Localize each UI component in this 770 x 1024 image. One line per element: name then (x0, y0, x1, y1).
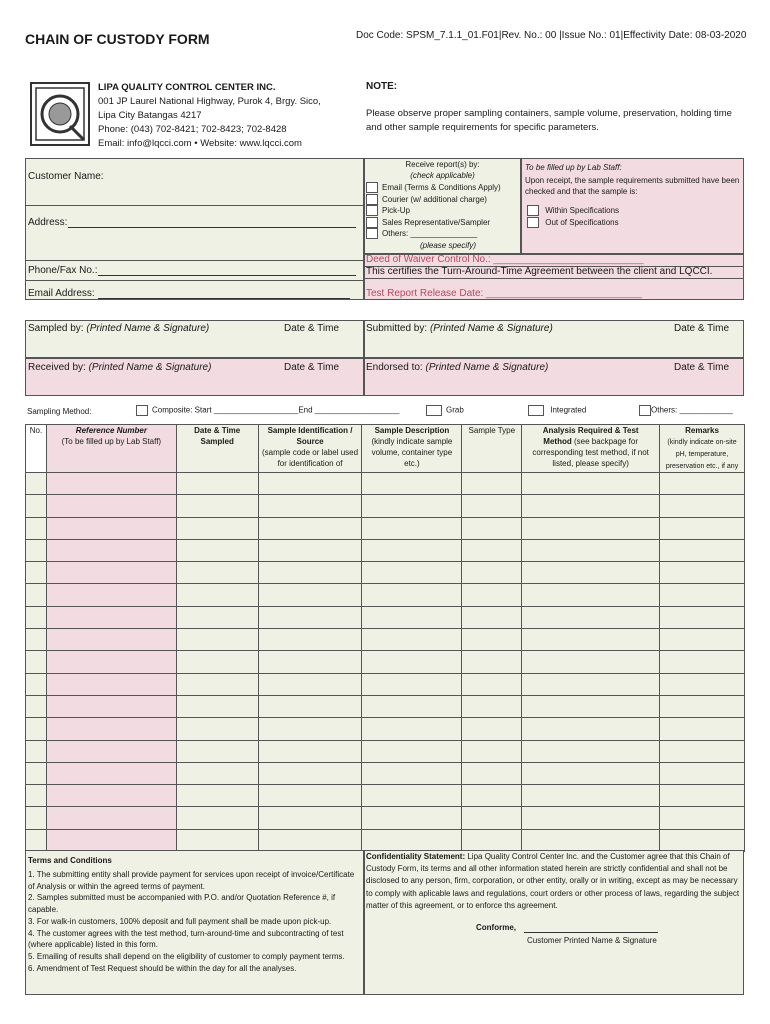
report-specify: (please specify) (420, 241, 477, 250)
remarks-cell[interactable] (660, 539, 745, 561)
row-no-cell (26, 807, 47, 829)
analysis-cell[interactable] (522, 495, 660, 517)
col-description: Sample Description (kindly indicate sample volume, container type etc.) (362, 425, 462, 473)
sample-id-cell[interactable] (258, 629, 362, 651)
received-date-label: Date & Time (284, 362, 340, 373)
table-row (26, 807, 745, 829)
sample-id-cell[interactable] (258, 539, 362, 561)
sample-id-cell[interactable] (258, 829, 362, 851)
sample-table (25, 424, 745, 852)
doc-code: Doc Code: SPSM_7.1.1_01.F01|Rev. No.: 00 |Issue No.: 01|Effectivity Date: 08-03-2020 (356, 30, 747, 41)
address-label: Address: (28, 217, 68, 228)
row-no-cell (26, 718, 47, 740)
report-options (366, 182, 501, 240)
reference-cell[interactable] (46, 539, 176, 561)
remarks-cell[interactable] (660, 785, 745, 807)
reference-cell[interactable] (46, 606, 176, 628)
report-option-email[interactable]: Email (Terms & Conditions Apply) (366, 182, 501, 194)
sample-id-cell[interactable] (258, 584, 362, 606)
description-cell[interactable] (362, 651, 462, 673)
sample-id-cell[interactable] (258, 695, 362, 717)
checkbox[interactable] (426, 405, 442, 416)
row-no-cell (26, 562, 47, 584)
sample-id-cell[interactable] (258, 495, 362, 517)
type-cell[interactable] (462, 785, 522, 807)
remarks-cell[interactable] (660, 762, 745, 784)
conforme-signature-label: Customer Printed Name & Signature (527, 936, 657, 945)
description-cell[interactable] (362, 807, 462, 829)
type-cell[interactable] (462, 740, 522, 762)
row-no-cell (26, 673, 47, 695)
company-address-2: Lipa City Batangas 4217 (98, 110, 202, 121)
analysis-cell[interactable] (522, 785, 660, 807)
sampled-date-label: Date & Time (284, 323, 340, 334)
table-row (26, 785, 745, 807)
analysis-cell[interactable] (522, 807, 660, 829)
date-cell[interactable] (176, 517, 258, 539)
note-label: NOTE: (366, 81, 398, 92)
sample-id-cell[interactable] (258, 740, 362, 762)
receive-report-title: Receive report(s) by: (405, 160, 480, 169)
remarks-cell[interactable] (660, 673, 745, 695)
company-logo (30, 82, 90, 146)
term-item: 6. Amendment of Test Request should be within the day for all the analyses. (28, 963, 297, 973)
report-option-courier[interactable]: Courier (w/ additional charge) (366, 194, 501, 206)
description-cell[interactable] (362, 695, 462, 717)
remarks-cell[interactable] (660, 829, 745, 851)
sample-id-cell[interactable] (258, 673, 362, 695)
conforme-signature-field[interactable] (524, 918, 658, 933)
reference-cell[interactable] (46, 785, 176, 807)
deed-control-no[interactable]: Deed of Waiver Control No.: ___________________________ (366, 254, 644, 265)
reference-cell[interactable] (46, 695, 176, 717)
type-cell[interactable] (462, 629, 522, 651)
note-text: Please observe proper sampling containers, sample volume, preservation, holding time and other sample requirements for specific parameters. (366, 108, 732, 133)
company-address-1: 001 JP Laurel National Highway, Purok 4, Brgy. Sico, (98, 96, 321, 107)
term-item: 3. For walk-in customers, 100% deposit and full payment shall be made upon pick-up. (28, 916, 332, 926)
row-no-cell (26, 606, 47, 628)
company-info (98, 81, 321, 151)
analysis-cell[interactable] (522, 695, 660, 717)
received-by-label: Received by: (Printed Name & Signature) (28, 362, 212, 373)
type-cell[interactable] (462, 829, 522, 851)
type-cell[interactable] (462, 584, 522, 606)
row-no-cell (26, 629, 47, 651)
analysis-cell[interactable] (522, 584, 660, 606)
type-cell[interactable] (462, 495, 522, 517)
company-name: LIPA QUALITY CONTROL CENTER INC. (98, 82, 276, 93)
lab-staff-text: Upon receipt, the sample requirements submitted have been checked and that the sample is: (525, 176, 740, 196)
sample-id-cell[interactable] (258, 762, 362, 784)
description-cell[interactable] (362, 517, 462, 539)
reference-cell[interactable] (46, 807, 176, 829)
confidentiality-text: Confidentiality Statement: Lipa Quality Control Center Inc. and the Customer agree that this Chain of Custody Form, its terms and all other information stated herein are strictly confidential and shall not be disclosed to any person, firm, corporation, or other entity, orally or in writing, except as may be necessary to comply with aplicable laws and regulations, court orders or other process of laws, regarding the subject matter of this agreement, or to enforce ths agreement. (366, 852, 740, 910)
row-no-cell (26, 539, 47, 561)
date-cell[interactable] (176, 673, 258, 695)
table-row (26, 629, 745, 651)
col-reference: Reference Number (To be filled up by Lab Staff) (46, 425, 176, 473)
analysis-cell[interactable] (522, 762, 660, 784)
type-cell[interactable] (462, 695, 522, 717)
date-cell[interactable] (176, 695, 258, 717)
row-no-cell (26, 584, 47, 606)
col-sample-type: Sample Type (462, 425, 522, 473)
terms-title: Terms and Conditions (28, 856, 112, 865)
date-cell[interactable] (176, 762, 258, 784)
sample-id-cell[interactable] (258, 606, 362, 628)
type-cell[interactable] (462, 539, 522, 561)
sampling-composite[interactable]: Composite: Start ___________________End ___________________ (136, 405, 399, 416)
table-row (26, 718, 745, 740)
tat-statement: This certifies the Turn-Around-Time Agreement between the client and LQCCI. (366, 266, 713, 277)
sampling-integrated[interactable]: Integrated (528, 405, 586, 416)
date-cell[interactable] (176, 629, 258, 651)
type-cell[interactable] (462, 517, 522, 539)
date-cell[interactable] (176, 651, 258, 673)
sample-id-cell[interactable] (258, 651, 362, 673)
analysis-cell[interactable] (522, 651, 660, 673)
table-row (26, 762, 745, 784)
checkbox[interactable] (528, 405, 544, 416)
email-label: Email Address: (28, 288, 95, 299)
phone-label: Phone/Fax No.: (28, 265, 98, 276)
term-item: 5. Emailing of results shall depend on the eligibility of customer to comply payment terms. (28, 951, 345, 961)
submitted-date-label: Date & Time (674, 323, 730, 334)
remarks-cell[interactable] (660, 606, 745, 628)
table-row (26, 673, 745, 695)
date-cell[interactable] (176, 495, 258, 517)
col-no: No. (26, 425, 47, 473)
row-no-cell (26, 785, 47, 807)
type-cell[interactable] (462, 807, 522, 829)
remarks-cell[interactable] (660, 562, 745, 584)
type-cell[interactable] (462, 673, 522, 695)
terms-list (28, 869, 360, 974)
remarks-cell[interactable] (660, 651, 745, 673)
col-analysis: Analysis Required & Test Method (see backpage for corresponding test method, if not listed, please specify) (522, 425, 660, 473)
description-cell[interactable] (362, 829, 462, 851)
date-cell[interactable] (176, 829, 258, 851)
remarks-cell[interactable] (660, 495, 745, 517)
table-row (26, 740, 745, 762)
row-no-cell (26, 473, 47, 495)
description-cell[interactable] (362, 473, 462, 495)
description-cell[interactable] (362, 562, 462, 584)
date-cell[interactable] (176, 606, 258, 628)
type-cell[interactable] (462, 562, 522, 584)
reference-cell[interactable] (46, 740, 176, 762)
analysis-cell[interactable] (522, 673, 660, 695)
remarks-cell[interactable] (660, 473, 745, 495)
sampling-others[interactable]: Others: ____________ (639, 405, 733, 416)
submitted-by-label: Submitted by: (Printed Name & Signature) (366, 323, 553, 334)
endorsed-to-label: Endorsed to: (Printed Name & Signature) (366, 362, 549, 373)
endorsed-date-label: Date & Time (674, 362, 730, 373)
report-option-sales[interactable]: Sales Representative/Sampler (366, 217, 501, 229)
analysis-cell[interactable] (522, 740, 660, 762)
reference-cell[interactable] (46, 718, 176, 740)
remarks-cell[interactable] (660, 807, 745, 829)
address-field[interactable] (68, 212, 356, 228)
type-cell[interactable] (462, 473, 522, 495)
row-no-cell (26, 695, 47, 717)
date-cell[interactable] (176, 807, 258, 829)
release-date[interactable]: Test Report Release Date: ____________________________ (366, 288, 642, 299)
receive-report-subtitle: (check applicable) (410, 171, 475, 180)
sample-id-cell[interactable] (258, 473, 362, 495)
row-no-cell (26, 495, 47, 517)
checkbox[interactable] (366, 205, 378, 216)
term-item: 2. Samples submitted must be accompanied with P.O. and/or Quotation Reference #, if capable. (28, 893, 336, 915)
checkbox[interactable] (527, 205, 539, 216)
date-cell[interactable] (176, 562, 258, 584)
checkbox[interactable] (639, 405, 651, 416)
description-cell[interactable] (362, 629, 462, 651)
description-cell[interactable] (362, 539, 462, 561)
email-field[interactable] (98, 284, 350, 299)
analysis-cell[interactable] (522, 606, 660, 628)
option-out-spec[interactable]: Out of Specifications (527, 217, 619, 229)
row-no-cell (26, 651, 47, 673)
reference-cell[interactable] (46, 829, 176, 851)
date-cell[interactable] (176, 718, 258, 740)
table-row (26, 829, 745, 851)
date-cell[interactable] (176, 584, 258, 606)
checkbox[interactable] (366, 182, 378, 193)
sample-id-cell[interactable] (258, 562, 362, 584)
table-row (26, 473, 745, 495)
customer-name-label: Customer Name: (28, 171, 104, 182)
checkbox[interactable] (366, 228, 378, 239)
reference-cell[interactable] (46, 495, 176, 517)
checkbox[interactable] (366, 194, 378, 205)
checkbox[interactable] (366, 217, 378, 228)
row-no-cell (26, 829, 47, 851)
option-within-spec[interactable]: Within Specifications (527, 205, 619, 217)
checkbox[interactable] (527, 217, 539, 228)
report-option-pickup[interactable]: Pick-Up (366, 205, 501, 217)
description-cell[interactable] (362, 740, 462, 762)
col-date-sampled: Date & Time Sampled (176, 425, 258, 473)
lab-staff-title: To be filled up by Lab Staff: (525, 163, 622, 172)
type-cell[interactable] (462, 762, 522, 784)
analysis-cell[interactable] (522, 539, 660, 561)
remarks-cell[interactable] (660, 695, 745, 717)
lab-staff-options (527, 205, 619, 229)
description-cell[interactable] (362, 584, 462, 606)
date-cell[interactable] (176, 740, 258, 762)
form-title: CHAIN OF CUSTODY FORM (25, 31, 210, 47)
sampled-by-label: Sampled by: (Printed Name & Signature) (28, 323, 210, 334)
table-row (26, 606, 745, 628)
remarks-cell[interactable] (660, 629, 745, 651)
sample-id-cell[interactable] (258, 517, 362, 539)
conforme-label: Conforme, (476, 923, 516, 932)
reference-cell[interactable] (46, 673, 176, 695)
sample-id-cell[interactable] (258, 785, 362, 807)
date-cell[interactable] (176, 785, 258, 807)
reference-cell[interactable] (46, 517, 176, 539)
description-cell[interactable] (362, 673, 462, 695)
remarks-cell[interactable] (660, 517, 745, 539)
sampling-grab[interactable]: Grab (426, 405, 464, 416)
reference-cell[interactable] (46, 762, 176, 784)
description-cell[interactable] (362, 495, 462, 517)
description-cell[interactable] (362, 785, 462, 807)
description-cell[interactable] (362, 718, 462, 740)
analysis-cell[interactable] (522, 629, 660, 651)
row-no-cell (26, 740, 47, 762)
phone-field[interactable] (98, 261, 356, 276)
table-row (26, 539, 745, 561)
remarks-cell[interactable] (660, 584, 745, 606)
row-no-cell (26, 517, 47, 539)
description-cell[interactable] (362, 606, 462, 628)
col-remarks: Remarks (kindly indicate on-site pH, temperature, preservation etc., if any (660, 425, 745, 473)
reference-cell[interactable] (46, 473, 176, 495)
analysis-cell[interactable] (522, 718, 660, 740)
table-row (26, 517, 745, 539)
table-row (26, 562, 745, 584)
date-cell[interactable] (176, 473, 258, 495)
analysis-cell[interactable] (522, 562, 660, 584)
checkbox[interactable] (136, 405, 148, 416)
date-cell[interactable] (176, 539, 258, 561)
table-row (26, 584, 745, 606)
sample-id-cell[interactable] (258, 718, 362, 740)
reference-cell[interactable] (46, 562, 176, 584)
customer-name-field[interactable] (100, 182, 356, 194)
reference-cell[interactable] (46, 629, 176, 651)
company-email-web: Email: info@lqcci.com • Website: www.lqcci.com (98, 138, 302, 149)
col-sample-id: Sample Identification / Source (sample code or label used for identification of (258, 425, 362, 473)
remarks-cell[interactable] (660, 740, 745, 762)
term-item: 1. The submitting entity shall provide payment for services upon receipt of invoice/Certificate of Analysis or within the agreed terms of payment. (28, 870, 355, 891)
sampling-method-label: Sampling Method: (27, 407, 92, 416)
table-row (26, 695, 745, 717)
report-option-others[interactable]: Others: _______________ (366, 228, 501, 240)
table-row (26, 495, 745, 517)
sample-id-cell[interactable] (258, 807, 362, 829)
row-no-cell (26, 762, 47, 784)
reference-cell[interactable] (46, 584, 176, 606)
remarks-cell[interactable] (660, 718, 745, 740)
reference-cell[interactable] (46, 651, 176, 673)
analysis-cell[interactable] (522, 517, 660, 539)
term-item: 4. The customer agrees with the test method, turn-around-time and subcontracting of test (where applicable) listed in this form. (28, 928, 344, 950)
company-phone: Phone: (043) 702-8421; 702-8423; 702-8428 (98, 124, 287, 135)
analysis-cell[interactable] (522, 829, 660, 851)
analysis-cell[interactable] (522, 473, 660, 495)
type-cell[interactable] (462, 718, 522, 740)
description-cell[interactable] (362, 762, 462, 784)
table-row (26, 651, 745, 673)
type-cell[interactable] (462, 651, 522, 673)
type-cell[interactable] (462, 606, 522, 628)
